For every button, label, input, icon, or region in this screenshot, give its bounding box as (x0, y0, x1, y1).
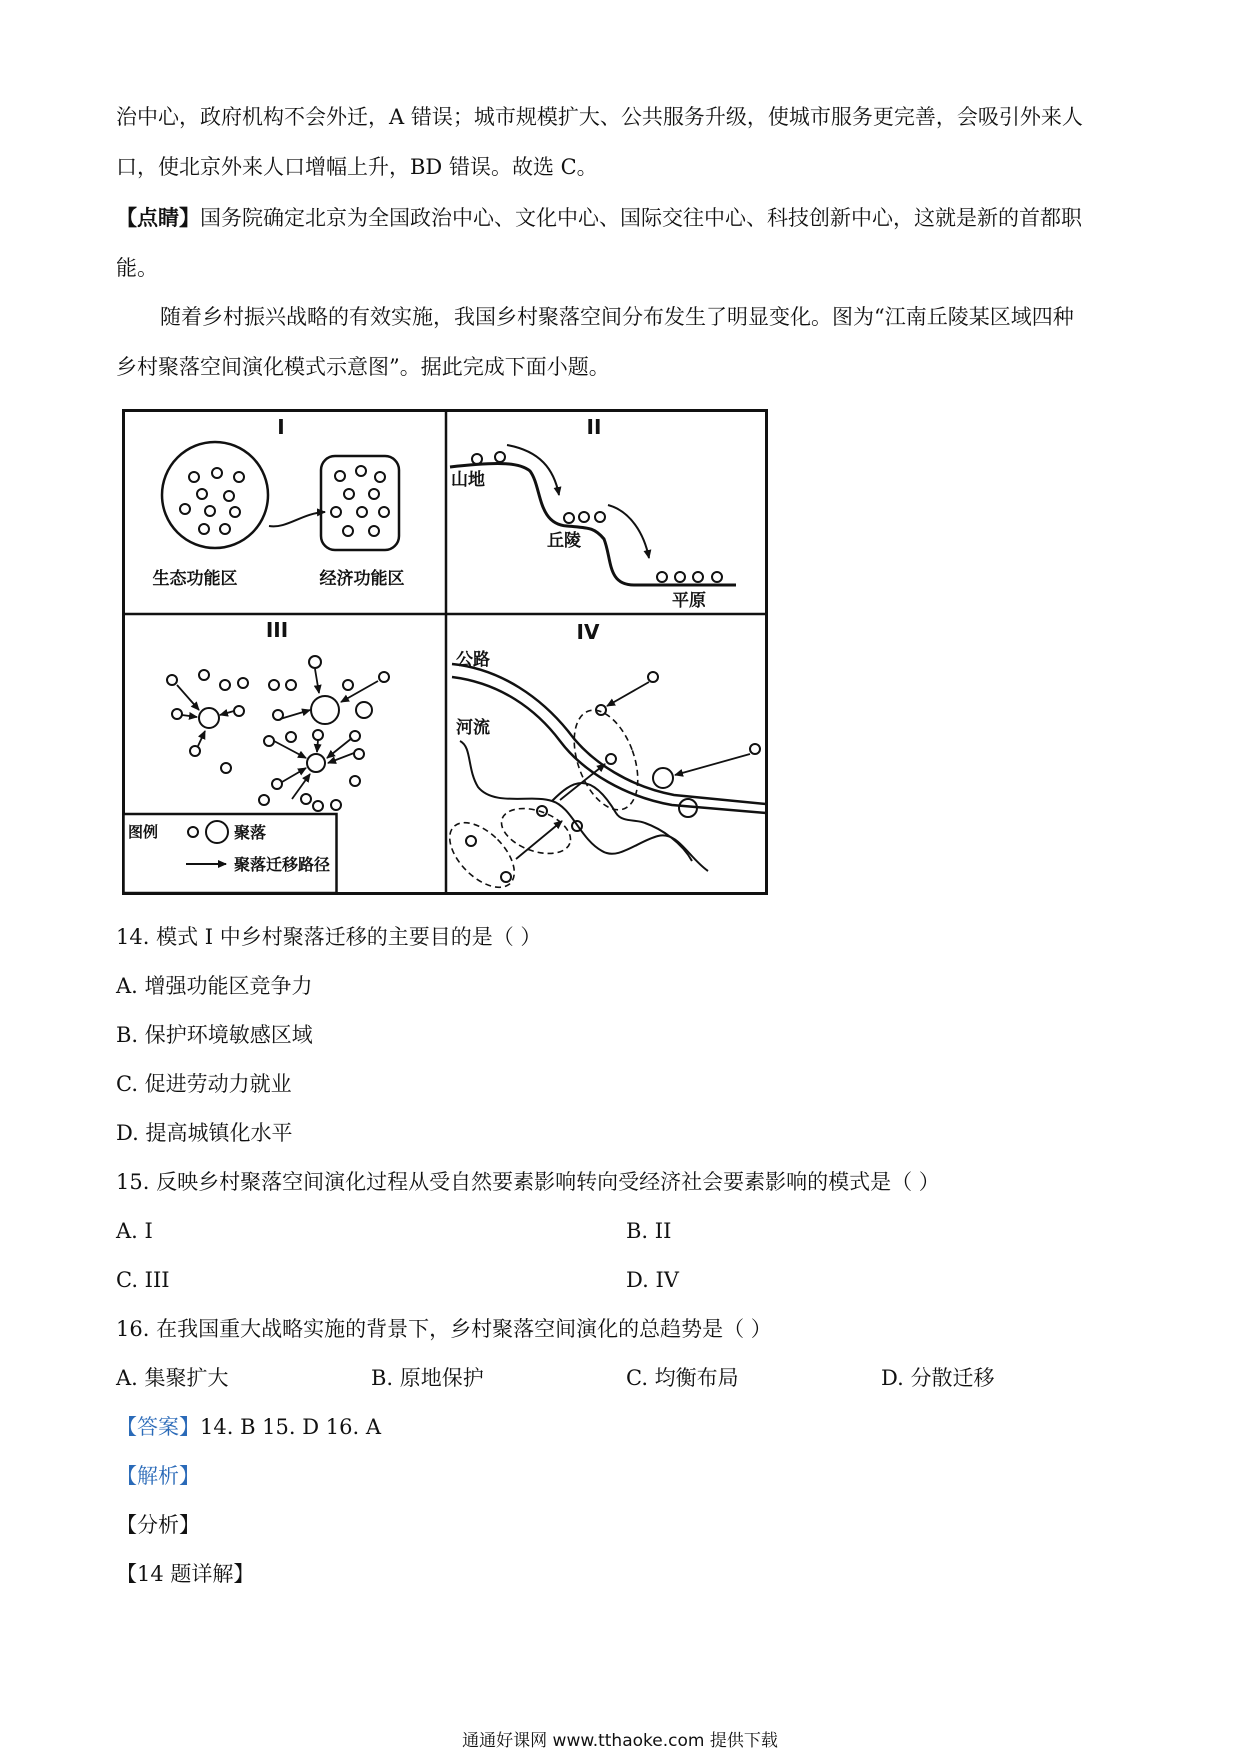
answer-tag: 【答案】 (116, 1415, 200, 1439)
legend-path-label: 聚落迁移路径 (234, 855, 331, 874)
tip-tag: 【点睛】 (116, 205, 200, 230)
legend (124, 814, 337, 893)
intro-line-2: 乡村聚落空间演化模式示意图”。据此完成下面小题。 (116, 355, 610, 379)
ecological-zone-label: 生态功能区 (152, 569, 238, 589)
road-label: 公路 (456, 650, 490, 670)
q14-option-b: B. 保护环境敏感区域 (116, 1023, 313, 1047)
q15-option-d: D. IV (626, 1268, 679, 1292)
q14-stem: 14. 模式 I 中乡村聚落迁移的主要目的是（ ） (116, 925, 542, 949)
q16-option-d: D. 分散迁移 (881, 1366, 995, 1390)
economic-zone-label: 经济功能区 (319, 569, 405, 589)
prev-answer-line-2: 口，使北京外来人口增幅上升，BD 错误。故选 C。 (116, 155, 598, 179)
q14-option-a: A. 增强功能区竞争力 (116, 974, 313, 998)
hill-label: 丘陵 (547, 531, 581, 551)
detail-tag: 【14 题详解】 (116, 1562, 255, 1586)
tip-text: 国务院确定北京为全国政治中心、文化中心、国际交往中心、科技创新中心，这就是新的首都职 (200, 206, 1082, 230)
analysis-tag: 【解析】 (116, 1464, 200, 1488)
panel-2-title: II (586, 415, 602, 439)
q16-option-c: C. 均衡布局 (626, 1366, 739, 1390)
q16-option-a: A. 集聚扩大 (116, 1366, 229, 1390)
panel-1-title: I (277, 415, 285, 439)
legend-title: 图例 (128, 823, 159, 841)
q14-option-d: D. 提高城镇化水平 (116, 1121, 293, 1145)
settlement-evolution-figure (122, 409, 768, 895)
plain-label: 平原 (672, 591, 706, 611)
fenxi-tag: 【分析】 (116, 1513, 200, 1537)
answer-line (116, 1412, 381, 1442)
intro-line-1: 随着乡村振兴战略的有效实施，我国乡村聚落空间分布发生了明显变化。图为“江南丘陵某区域四种 (160, 305, 1074, 329)
q15-stem: 15. 反映乡村聚落空间演化过程从受自然要素影响转向受经济社会要素影响的模式是（ ） (116, 1170, 940, 1194)
tip-line-2: 能。 (116, 256, 158, 280)
panel-4-title: IV (576, 620, 600, 644)
panel-4 (438, 620, 766, 895)
prev-answer-line-1: 治中心，政府机构不会外迁，A 错误；城市规模扩大、公共服务升级，使城市服务更完善，会吸引外来人 (116, 105, 1083, 129)
q15-option-c: C. III (116, 1268, 170, 1292)
q14-option-c: C. 促进劳动力就业 (116, 1072, 292, 1096)
panel-1 (153, 415, 405, 589)
q15-option-b: B. II (626, 1219, 672, 1243)
answer-text: 14. B 15. D 16. A (200, 1415, 382, 1439)
legend-settlement-label: 聚落 (234, 823, 267, 842)
panel-3 (167, 618, 389, 811)
tip-line-1 (116, 203, 1082, 233)
q16-stem: 16. 在我国重大战略实施的背景下，乡村聚落空间演化的总趋势是（ ） (116, 1317, 772, 1341)
page-footer: 通通好课网 www.tthaoke.com 提供下载 (462, 1731, 778, 1751)
mountain-label: 山地 (451, 470, 485, 490)
q15-option-a: A. I (116, 1219, 153, 1243)
river-label: 河流 (456, 718, 490, 738)
panel-3-title: III (265, 618, 289, 642)
q16-option-b: B. 原地保护 (371, 1366, 484, 1390)
panel-2 (450, 415, 736, 611)
